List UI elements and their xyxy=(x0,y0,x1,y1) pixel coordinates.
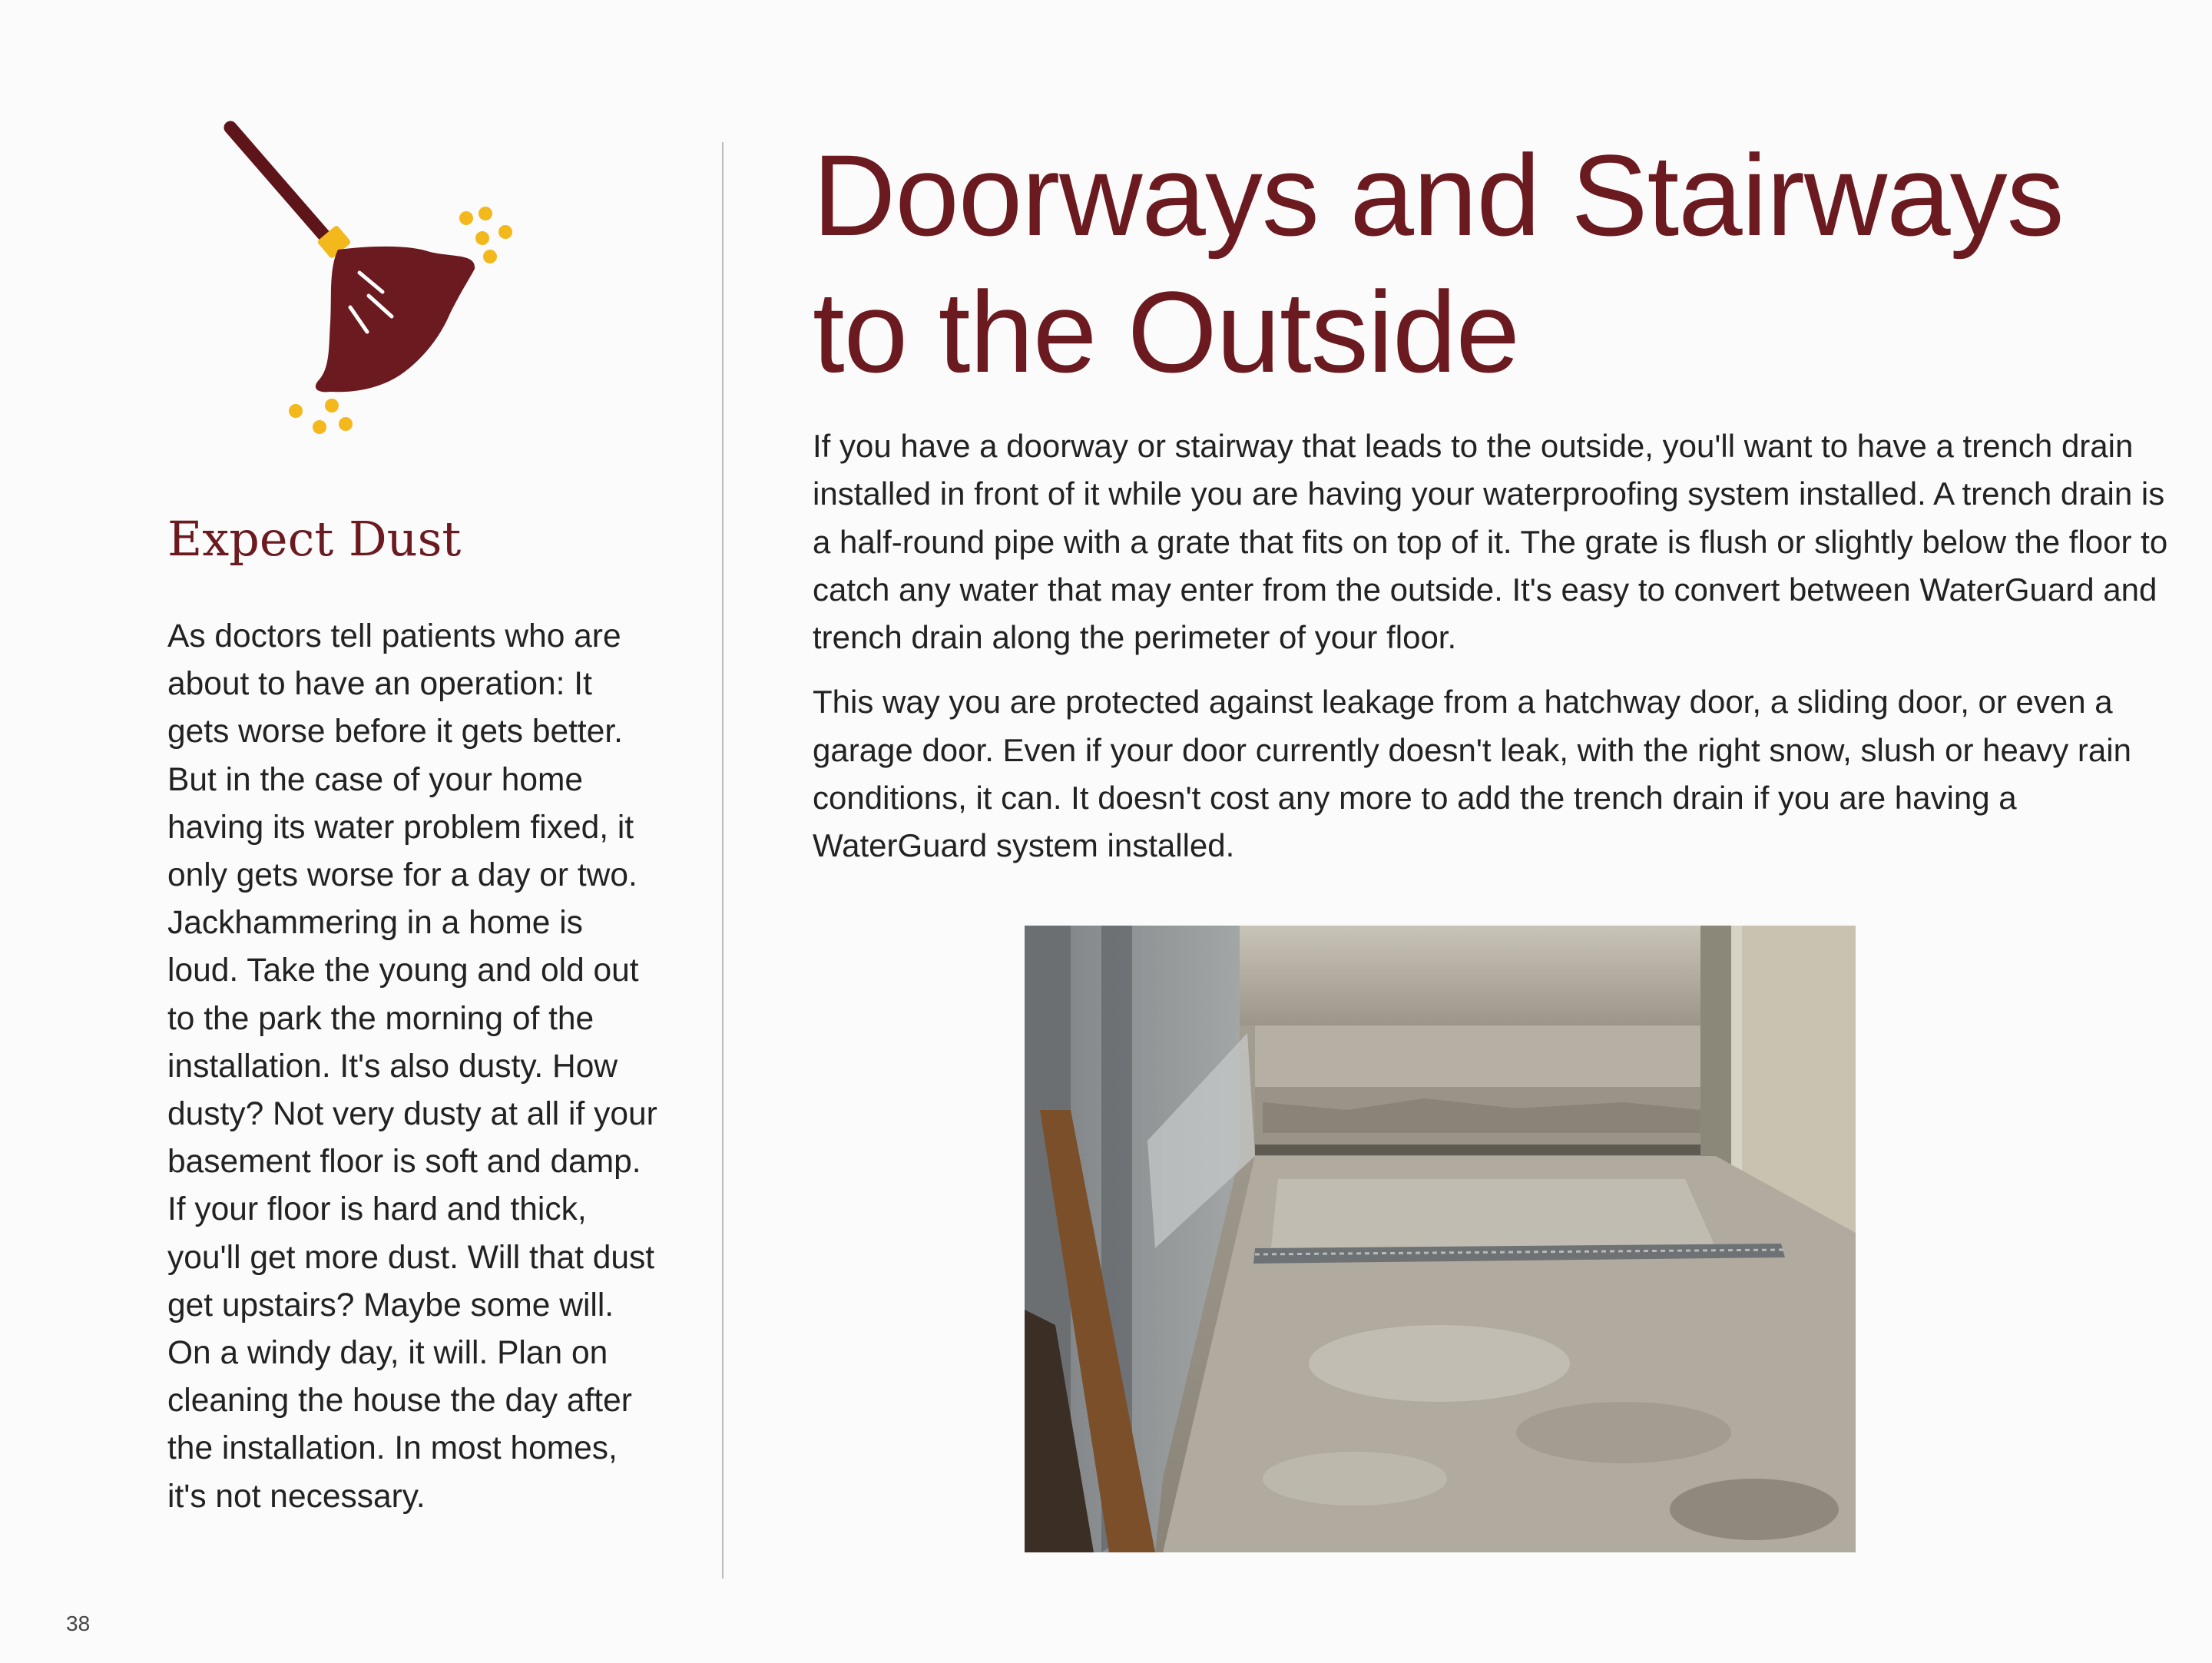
sidebar-title: Expect Dust xyxy=(167,511,462,567)
page-title: Doorways and Stairways to the Outside xyxy=(813,131,2064,396)
column-divider xyxy=(722,142,724,1579)
body-paragraph: If you have a doorway or stairway that leads to the outside, you'll want to have a trench drain installed in front of it while you are having your waterproofing system installed. A trench drain is a half-round pipe with a grate that fits on top of it. The grate is flush or slightly below the floor to catch any water that may enter from the outside. It's easy to convert between WaterGuard and trench drain along the perimeter of your floor. xyxy=(813,428,2168,656)
body-paragraph: This way you are protected against leakage from a hatchway door, a sliding door, or even a garage door. Even if your door currently doesn't leak, with the right snow, slush or heavy rain conditions, it can. It doesn't cost any more to add the trench drain if you are having a WaterGuard system installed. xyxy=(813,684,2131,864)
page-number: 38 xyxy=(66,1612,91,1635)
trench-drain-photo xyxy=(1025,926,1856,1552)
main-body xyxy=(813,422,2172,887)
broom-icon xyxy=(215,115,553,446)
sidebar-body-text: As doctors tell patients who are about to have an operation: It gets worse before it gets better. But in the case of your home having its water problem fixed, it only gets worse for a day or two. Jackhammering in a home is loud. Take the young and old out to the park the morning of the installation. It's also dusty. How dusty? Not very dusty at all if your basement floor is soft and damp. If your floor is hard and thick, you'll get more dust. Will that dust get upstairs? Maybe some will. On a windy day, it will. Plan on cleaning the house the day after the installation. In most homes, it's not necessary. xyxy=(167,618,657,1515)
